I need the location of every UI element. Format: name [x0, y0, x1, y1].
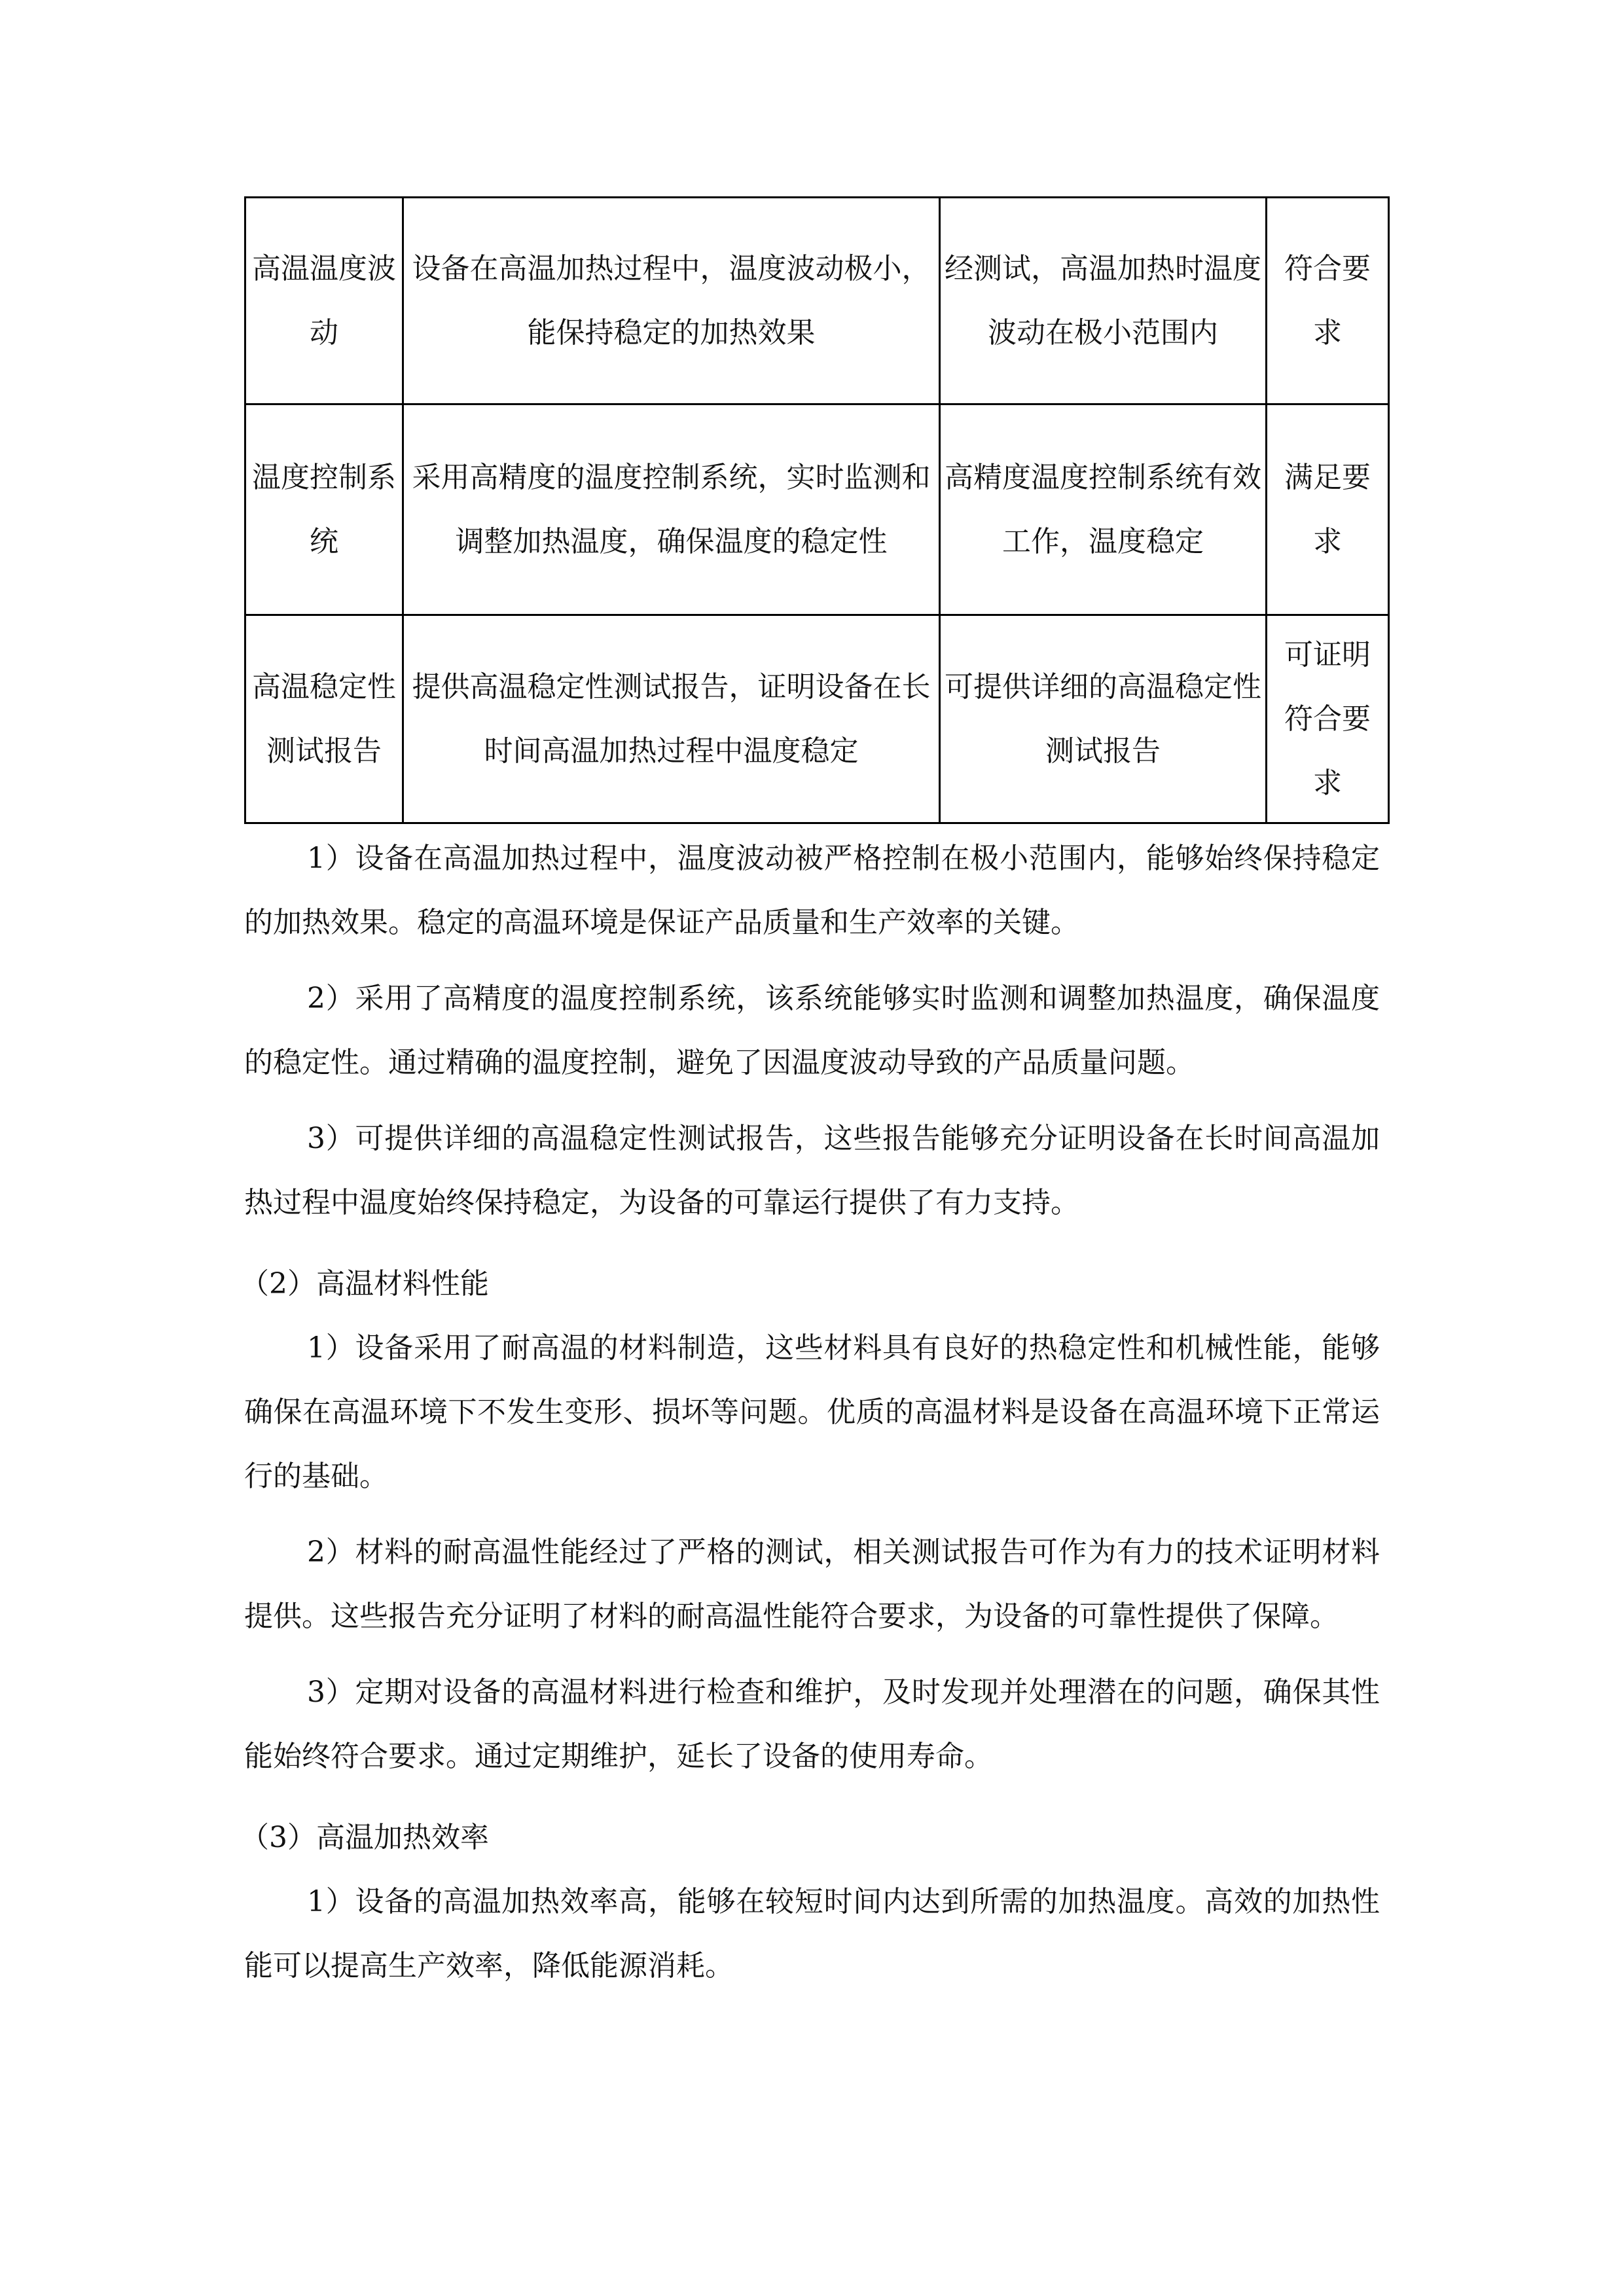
paragraph: 3）定期对设备的高温材料进行检查和维护，及时发现并处理潜在的问题，确保其性能始终符合要求。通过定期维护，延长了设备的使用寿命。: [244, 1676, 1380, 1773]
cell-conclusion: 符合要求: [1267, 198, 1389, 404]
table-row: [245, 404, 1389, 615]
paragraph: 3）可提供详细的高温稳定性测试报告，这些报告能够充分证明设备在长时间高温加热过程中温度始终保持稳定，为设备的可靠运行提供了有力支持。: [244, 1122, 1380, 1219]
paragraph: 2）采用了高精度的温度控制系统，该系统能够实时监测和调整加热温度，确保温度的稳定性。通过精确的温度控制，避免了因温度波动导致的产品质量问题。: [244, 982, 1380, 1079]
section-temperature-stability: [244, 827, 1380, 1235]
cell-requirement: 提供高温稳定性测试报告，证明设备在长时间高温加热过程中温度稳定: [403, 615, 940, 823]
cell-conclusion: 可证明符合要求: [1267, 615, 1389, 823]
paragraph: 2）材料的耐高温性能经过了严格的测试，相关测试报告可作为有力的技术证明材料提供。这些报告充分证明了材料的耐高温性能符合要求，为设备的可靠性提供了保障。: [244, 1535, 1380, 1633]
cell-response: 高精度温度控制系统有效工作，温度稳定: [940, 404, 1267, 615]
spec-compliance-table: [244, 196, 1390, 824]
cell-item: 高温稳定性测试报告: [245, 615, 403, 823]
cell-requirement: 设备在高温加热过程中，温度波动极小，能保持稳定的加热效果: [403, 198, 940, 404]
table-row: [245, 615, 1389, 823]
section-heating-efficiency: [240, 1806, 1380, 1998]
cell-conclusion: 满足要求: [1267, 404, 1389, 615]
section-heading: （3）高温加热效率: [240, 1821, 489, 1854]
cell-response: 经测试，高温加热时温度波动在极小范围内: [940, 198, 1267, 404]
document-page: [240, 196, 1380, 1998]
cell-item: 高温温度波动: [245, 198, 403, 404]
paragraph: 1）设备的高温加热效率高，能够在较短时间内达到所需的加热温度。高效的加热性能可以提高生产效率，降低能源消耗。: [244, 1885, 1380, 1982]
section-material-performance: [240, 1252, 1380, 1789]
paragraph: 1）设备采用了耐高温的材料制造，这些材料具有良好的热稳定性和机械性能，能够确保在高温环境下不发生变形、损坏等问题。优质的高温材料是设备在高温环境下正常运行的基础。: [244, 1331, 1380, 1493]
cell-item: 温度控制系统: [245, 404, 403, 615]
table-row: [245, 198, 1389, 404]
cell-requirement: 采用高精度的温度控制系统，实时监测和调整加热温度，确保温度的稳定性: [403, 404, 940, 615]
cell-response: 可提供详细的高温稳定性测试报告: [940, 615, 1267, 823]
section-heading: （2）高温材料性能: [240, 1267, 489, 1300]
paragraph: 1）设备在高温加热过程中，温度波动被严格控制在极小范围内，能够始终保持稳定的加热效果。稳定的高温环境是保证产品质量和生产效率的关键。: [244, 842, 1380, 939]
